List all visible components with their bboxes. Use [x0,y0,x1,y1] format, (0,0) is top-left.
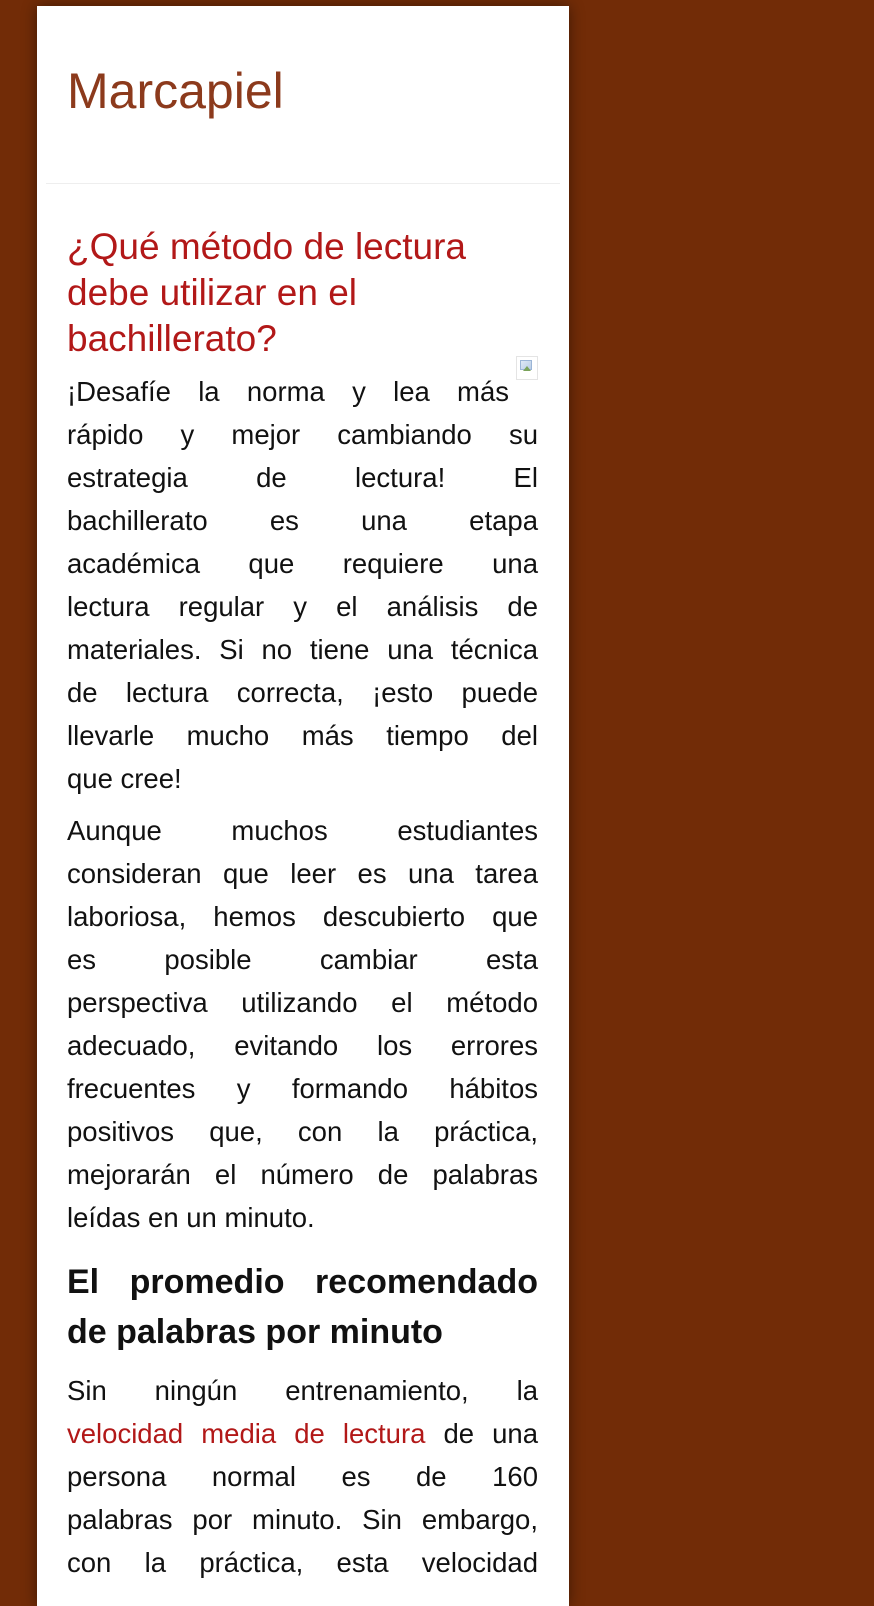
paragraph-line: académica que requiere una [67,548,538,579]
paragraph-text: de una [425,1418,538,1449]
paragraph-line: mejorarán el número de palabras [67,1159,538,1190]
paragraph-line: Aunque muchos estudiantes [67,815,538,846]
paragraph-line: positivos que, con la práctica, [67,1116,538,1147]
paragraph-line: de lectura correcta, ¡esto puede [67,677,538,708]
paragraph-line: rápido y mejor cambiando su [67,419,538,450]
intro-paragraph [67,370,538,800]
paragraph-line: con la práctica, esta velocidad [67,1547,538,1578]
section-heading-line: de palabras por minuto [67,1313,443,1351]
paragraph-line: adecuado, evitando los errores [67,1030,538,1061]
section-heading [67,1257,538,1357]
third-paragraph [67,1369,538,1584]
paragraph-line: estrategia de lectura! El [67,462,538,493]
broken-image-icon [516,356,538,380]
post-title-line: ¿Qué método de lectura [67,226,466,267]
post-title-line: bachillerato? [67,318,277,359]
paragraph-line: materiales. Si no tiene una técnica [67,634,538,665]
paragraph-line: llevarle mucho más tiempo del [67,720,538,751]
section-heading-line: El promedio recomendado [67,1263,538,1301]
paragraph-line: es posible cambiar esta [67,944,538,975]
post-title[interactable] [67,224,538,362]
post-content [67,224,538,1593]
paragraph-line: Sin ningún entrenamiento, la [67,1375,538,1406]
paragraph-line [67,1412,538,1455]
paragraph-line: lectura regular y el análisis de [67,591,538,622]
paragraph-line: leídas en un minuto. [67,1202,315,1233]
paragraph-line: consideran que leer es una tarea [67,858,538,889]
paragraph-line: que cree! [67,763,182,794]
second-paragraph [67,809,538,1239]
reading-speed-link[interactable]: velocidad media de lectura [67,1418,426,1449]
blog-card [37,6,569,1606]
site-title-link[interactable]: Marcapiel [67,63,284,119]
paragraph-line: palabras por minuto. Sin embargo, [67,1504,538,1535]
paragraph-line: persona normal es de 160 [67,1461,538,1492]
paragraph-line: ¡Desafíe la norma y lea más [67,376,509,407]
post-title-line: debe utilizar en el [67,272,358,313]
paragraph-line: bachillerato es una etapa [67,505,538,536]
paragraph-line: perspectiva utilizando el método [67,987,538,1018]
paragraph-line: frecuentes y formando hábitos [67,1073,538,1104]
paragraph-line: laboriosa, hemos descubierto que [67,901,538,932]
